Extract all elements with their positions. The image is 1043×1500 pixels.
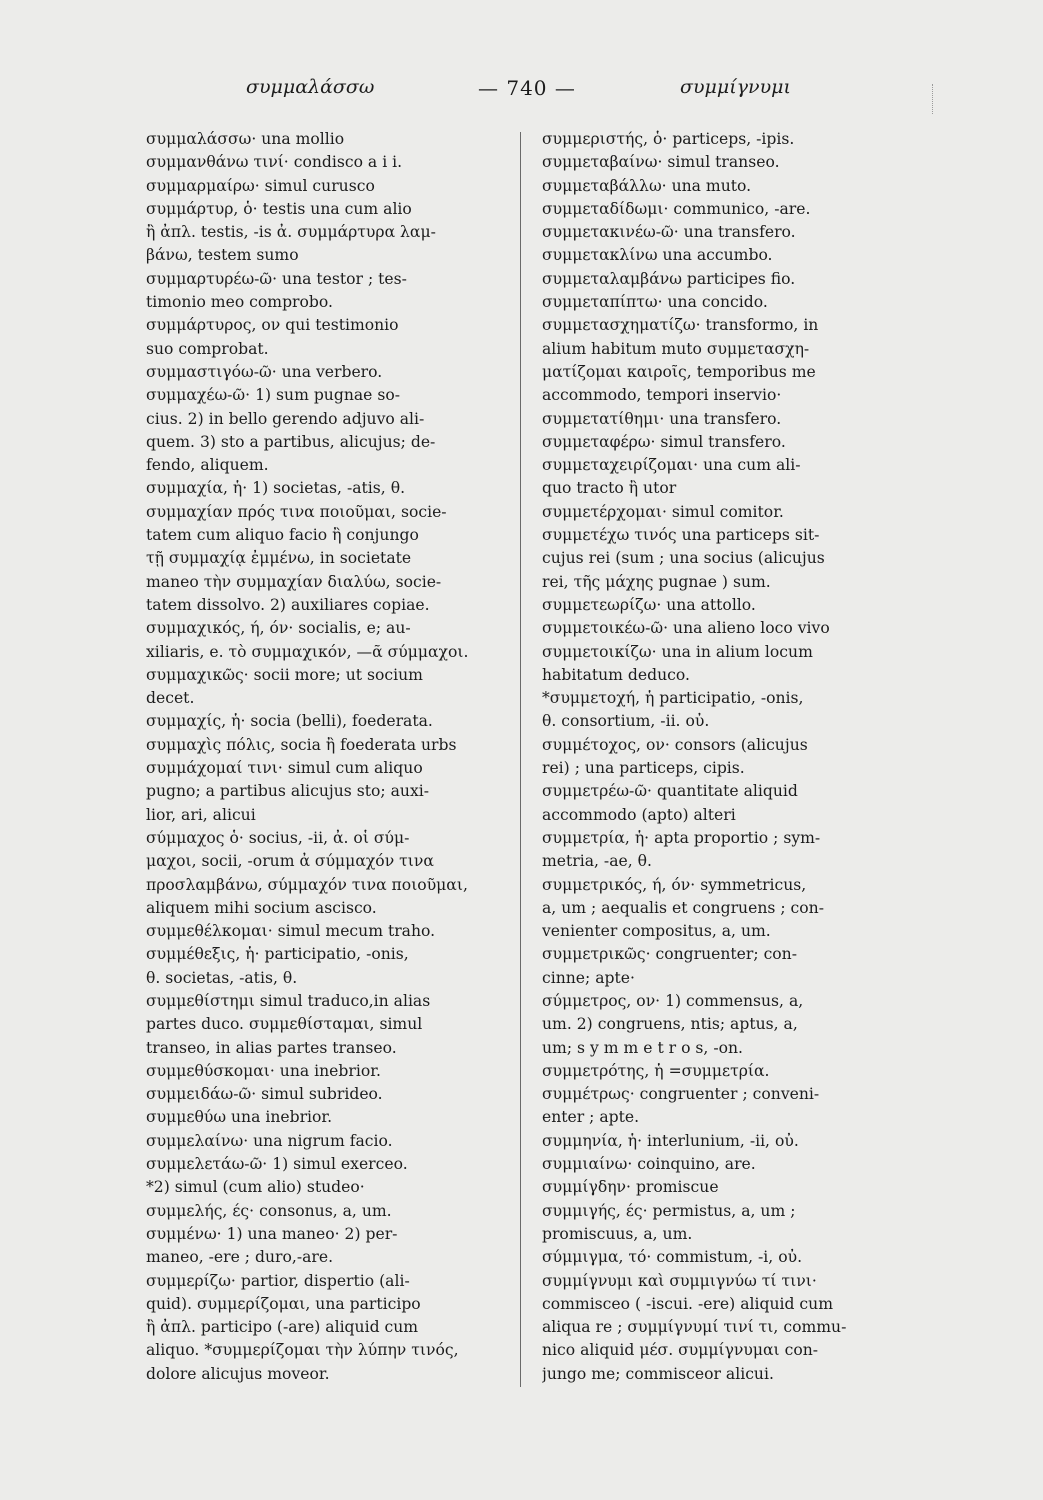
dictionary-line: σύμμιγμα, τό· commistum, -i, οὐ. [542,1248,803,1267]
dictionary-line: alium habitum muto συμμετασχη- [542,339,810,358]
dictionary-line: cinne; apte· [542,968,635,987]
dictionary-line: συμμετρέω-ῶ· quantitate aliquid [542,782,798,801]
dictionary-line: nico aliquid μέσ. συμμίγνυμαι con- [542,1341,819,1360]
dictionary-line: συμμεθίστημι simul traduco,in alias [146,991,431,1010]
dictionary-line: um; s y m m e t r o s, -on. [542,1038,743,1057]
dictionary-line: maneo τὴν συμμαχίαν διαλύω, socie- [146,572,442,591]
dictionary-line: xiliaris, e. τὸ συμμαχικόν, —ᾶ σύμμαχοι. [146,642,469,661]
dictionary-line: partes duco. συμμεθίσταμαι, simul [146,1015,423,1034]
dictionary-line: συμμανθάνω τινί· condisco a i i. [146,153,403,172]
dictionary-line: accommodo (apto) alteri [542,805,736,824]
dictionary-line: συμμέτρως· congruenter ; conveni- [542,1085,820,1104]
dictionary-line: συμμεταφέρω· simul transfero. [542,432,786,451]
dictionary-line: συμμετρικός, ή, όν· symmetricus, [542,875,807,894]
dictionary-line: συμμετρότης, ἡ =συμμετρία. [542,1061,770,1080]
dictionary-line: συμμαρτυρέω-ῶ· una testor ; tes- [146,269,407,288]
dictionary-line: μαχοι, socii, -orum ἀ σύμμαχόν τινα [146,852,434,871]
dictionary-line: συμμιγής, ές· permistus, a, um ; [542,1201,796,1220]
dictionary-line: συμμαλάσσω· una mollio [146,130,345,148]
dictionary-line: habitatum deduco. [542,665,690,684]
dictionary-line: cius. 2) in bello gerendo adjuvo ali- [146,409,425,428]
dictionary-line: συμμεταδίδωμι· communico, -are. [542,199,811,218]
dictionary-line: συμμηνία, ἡ· interlunium, -ii, οὐ. [542,1131,799,1150]
dictionary-line: συμμαχίαν πρός τινα ποιοῦμαι, socie- [146,502,447,521]
dictionary-line: θ. societas, -atis, θ. [146,968,298,987]
dictionary-line: transeo, in alias partes transeo. [146,1038,397,1057]
dictionary-line: συμμεθύσκομαι· una inebrior. [146,1061,381,1080]
dictionary-line: *συμμετοχή, ἡ participatio, -onis, [542,689,804,708]
dictionary-line: συμμαχέω-ῶ· 1) sum pugnae so- [146,386,401,405]
dictionary-line: enter ; apte. [542,1108,640,1127]
dictionary-line: fendo, aliquem. [146,456,269,475]
dictionary-line: συμμεθύω una inebrior. [146,1108,333,1127]
running-head-left: συμμαλάσσω [246,76,375,98]
page-header [0,76,1043,108]
dictionary-line: συμμέθεξις, ἡ· participatio, -onis, [146,945,409,964]
dictionary-line: συμμιαίνω· coinquino, are. [542,1155,756,1174]
dictionary-line: συμμαχικῶς· socii more; ut socium [146,665,423,684]
dictionary-line: συμμετέχω τινός una particeps sit- [542,526,820,545]
dictionary-line: συμμένω· 1) una maneo· 2) per- [146,1224,398,1243]
dictionary-line: dolore alicujus moveor. [146,1364,330,1383]
dictionary-line: ἢ ἀπλ. participo (-are) aliquid cum [146,1318,419,1337]
dictionary-line: a, um ; aequalis et congruens ; con- [542,898,824,917]
dictionary-line: σύμμαχος ὁ· socius, -ii, ἀ. οἱ σύμ- [146,828,410,847]
dictionary-line: συμμάρτυρ, ὁ· testis una cum alio [146,199,412,218]
dictionary-line: συμμερίζω· partior, dispertio (ali- [146,1271,410,1290]
dictionary-line: συμμετακινέω-ῶ· una transfero. [542,223,796,242]
dictionary-line: συμμετατίθημι· una transfero. [542,409,782,428]
dictionary-line: συμμίγδην· promiscue [542,1178,719,1197]
dictionary-line: συμμεταπίπτω· una concido. [542,293,768,312]
dictionary-line: συμμετέρχομαι· simul comitor. [542,502,784,521]
dictionary-line: συμμελετάω-ῶ· 1) simul exerceo. [146,1155,408,1174]
dictionary-line: tatem cum aliquo facio ἢ conjungo [146,526,419,545]
dictionary-line: συμμελής, ές· consonus, a, um. [146,1201,392,1220]
dictionary-line: aliqua re ; συμμίγνυμί τινί τι, commu- [542,1318,847,1337]
running-head-right: συμμίγνυμι [680,76,791,98]
dictionary-line: συμμαστιγόω-ῶ· una verbero. [146,362,383,381]
dictionary-line: timonio meo comprobo. [146,293,333,312]
dictionary-line: συμμετρία, ἡ· apta proportio ; sym- [542,828,821,847]
dictionary-line: σύμμετρος, ον· 1) commensus, a, [542,991,804,1010]
left-column [146,128,512,1386]
dictionary-line: rei, τῆς μάχης pugnae ) sum. [542,572,771,591]
dictionary-line: συμμέτοχος, ον· consors (alicujus [542,735,808,754]
dictionary-line: συμμεθέλκομαι· simul mecum traho. [146,922,436,941]
dictionary-line: quem. 3) sto a partibus, alicujus; de- [146,432,436,451]
dictionary-line: συμμετακλίνω una accumbo. [542,246,773,265]
dictionary-line: συμμεταβάλλω· una muto. [542,176,752,195]
column-divider [520,132,521,1387]
dictionary-line: accommodo, tempori inservio· [542,386,782,405]
page-edge-mark [922,84,933,114]
dictionary-line: συμμαχικός, ή, όν· socialis, e; au- [146,619,411,638]
dictionary-line: pugno; a partibus alicujus sto; auxi- [146,782,430,801]
dictionary-line: βάνω, testem sumo [146,246,299,265]
dictionary-line: συμμετοικίζω· una in alium locum [542,642,813,661]
dictionary-line: συμμελαίνω· una nigrum facio. [146,1131,393,1150]
dictionary-line: aliquo. *συμμερίζομαι τὴν λύπην τινός, [146,1341,459,1360]
dictionary-line: συμμίγνυμι καὶ συμμιγνύω τί τινι· [542,1271,817,1290]
dictionary-line: συμμετεωρίζω· una attollo. [542,595,756,614]
dictionary-line: συμμεταβαίνω· simul transeo. [542,153,780,172]
dictionary-line: συμμαχίς, ἡ· socia (belli), foederata. [146,712,433,731]
dictionary-line: προσλαμβάνω, σύμμαχόν τινα ποιοῦμαι, [146,875,468,894]
dictionary-line: decet. [146,689,195,708]
dictionary-line: συμμάχομαί τινι· simul cum aliquo [146,759,423,778]
dictionary-line: tatem dissolvo. 2) auxiliares copiae. [146,595,430,614]
dictionary-line: rei) ; una particeps, cipis. [542,759,745,778]
dictionary-line: συμμετρικῶς· congruenter; con- [542,945,797,964]
dictionary-line: venienter compositus, a, um. [542,922,771,941]
dictionary-line: συμμαχία, ἡ· 1) societas, -atis, θ. [146,479,406,498]
dictionary-line: suo comprobat. [146,339,269,358]
dictionary-line: quo tracto ἢ utor [542,479,677,498]
dictionary-line: συμμετοικέω-ῶ· una alieno loco vivo [542,619,830,638]
dictionary-line: συμμειδάω-ῶ· simul subrideo. [146,1085,383,1104]
dictionary-line: ματίζομαι καιροῖς, temporibus me [542,362,816,381]
dictionary-line: quid). συμμερίζομαι, una participo [146,1294,421,1313]
dictionary-line: aliquem mihi socium ascisco. [146,898,377,917]
dictionary-line: συμμεριστής, ὁ· particeps, -ipis. [542,130,795,148]
right-column [542,128,911,1386]
dictionary-line: um. 2) congruens, ntis; aptus, a, [542,1015,798,1034]
dictionary-line: συμμεταλαμβάνω participes fio. [542,269,796,288]
dictionary-line: cujus rei (sum ; una socius (alicujus [542,549,825,568]
dictionary-line: jungo me; commisceor alicui. [542,1364,774,1383]
dictionary-line: promiscuus, a, um. [542,1224,693,1243]
dictionary-line: συμμετασχηματίζω· transformo, in [542,316,819,335]
dictionary-line: συμμεταχειρίζομαι· una cum ali- [542,456,801,475]
dictionary-line: συμμάρτυρος, ον qui testimonio [146,316,399,335]
dictionary-line: θ. consortium, -ii. οὐ. [542,712,710,731]
page-number: — 740 — [478,76,576,100]
dictionary-line: lior, ari, alicui [146,805,256,824]
dictionary-line: τῇ συμμαχίᾳ ἐμμένω, in societate [146,549,412,568]
dictionary-line: metria, -ae, θ. [542,852,652,871]
dictionary-line: *2) simul (cum alio) studeo· [146,1178,365,1197]
dictionary-line: commisceo ( -iscui. -ere) aliquid cum [542,1294,833,1313]
dictionary-line: ἢ ἀπλ. testis, -is ἀ. συμμάρτυρα λαμ- [146,223,436,242]
dictionary-line: συμμαχὶς πόλις, socia ἢ foederata urbs [146,735,457,754]
dictionary-line: maneo, -ere ; duro,-are. [146,1248,334,1267]
dictionary-line: συμμαρμαίρω· simul curusco [146,176,375,195]
